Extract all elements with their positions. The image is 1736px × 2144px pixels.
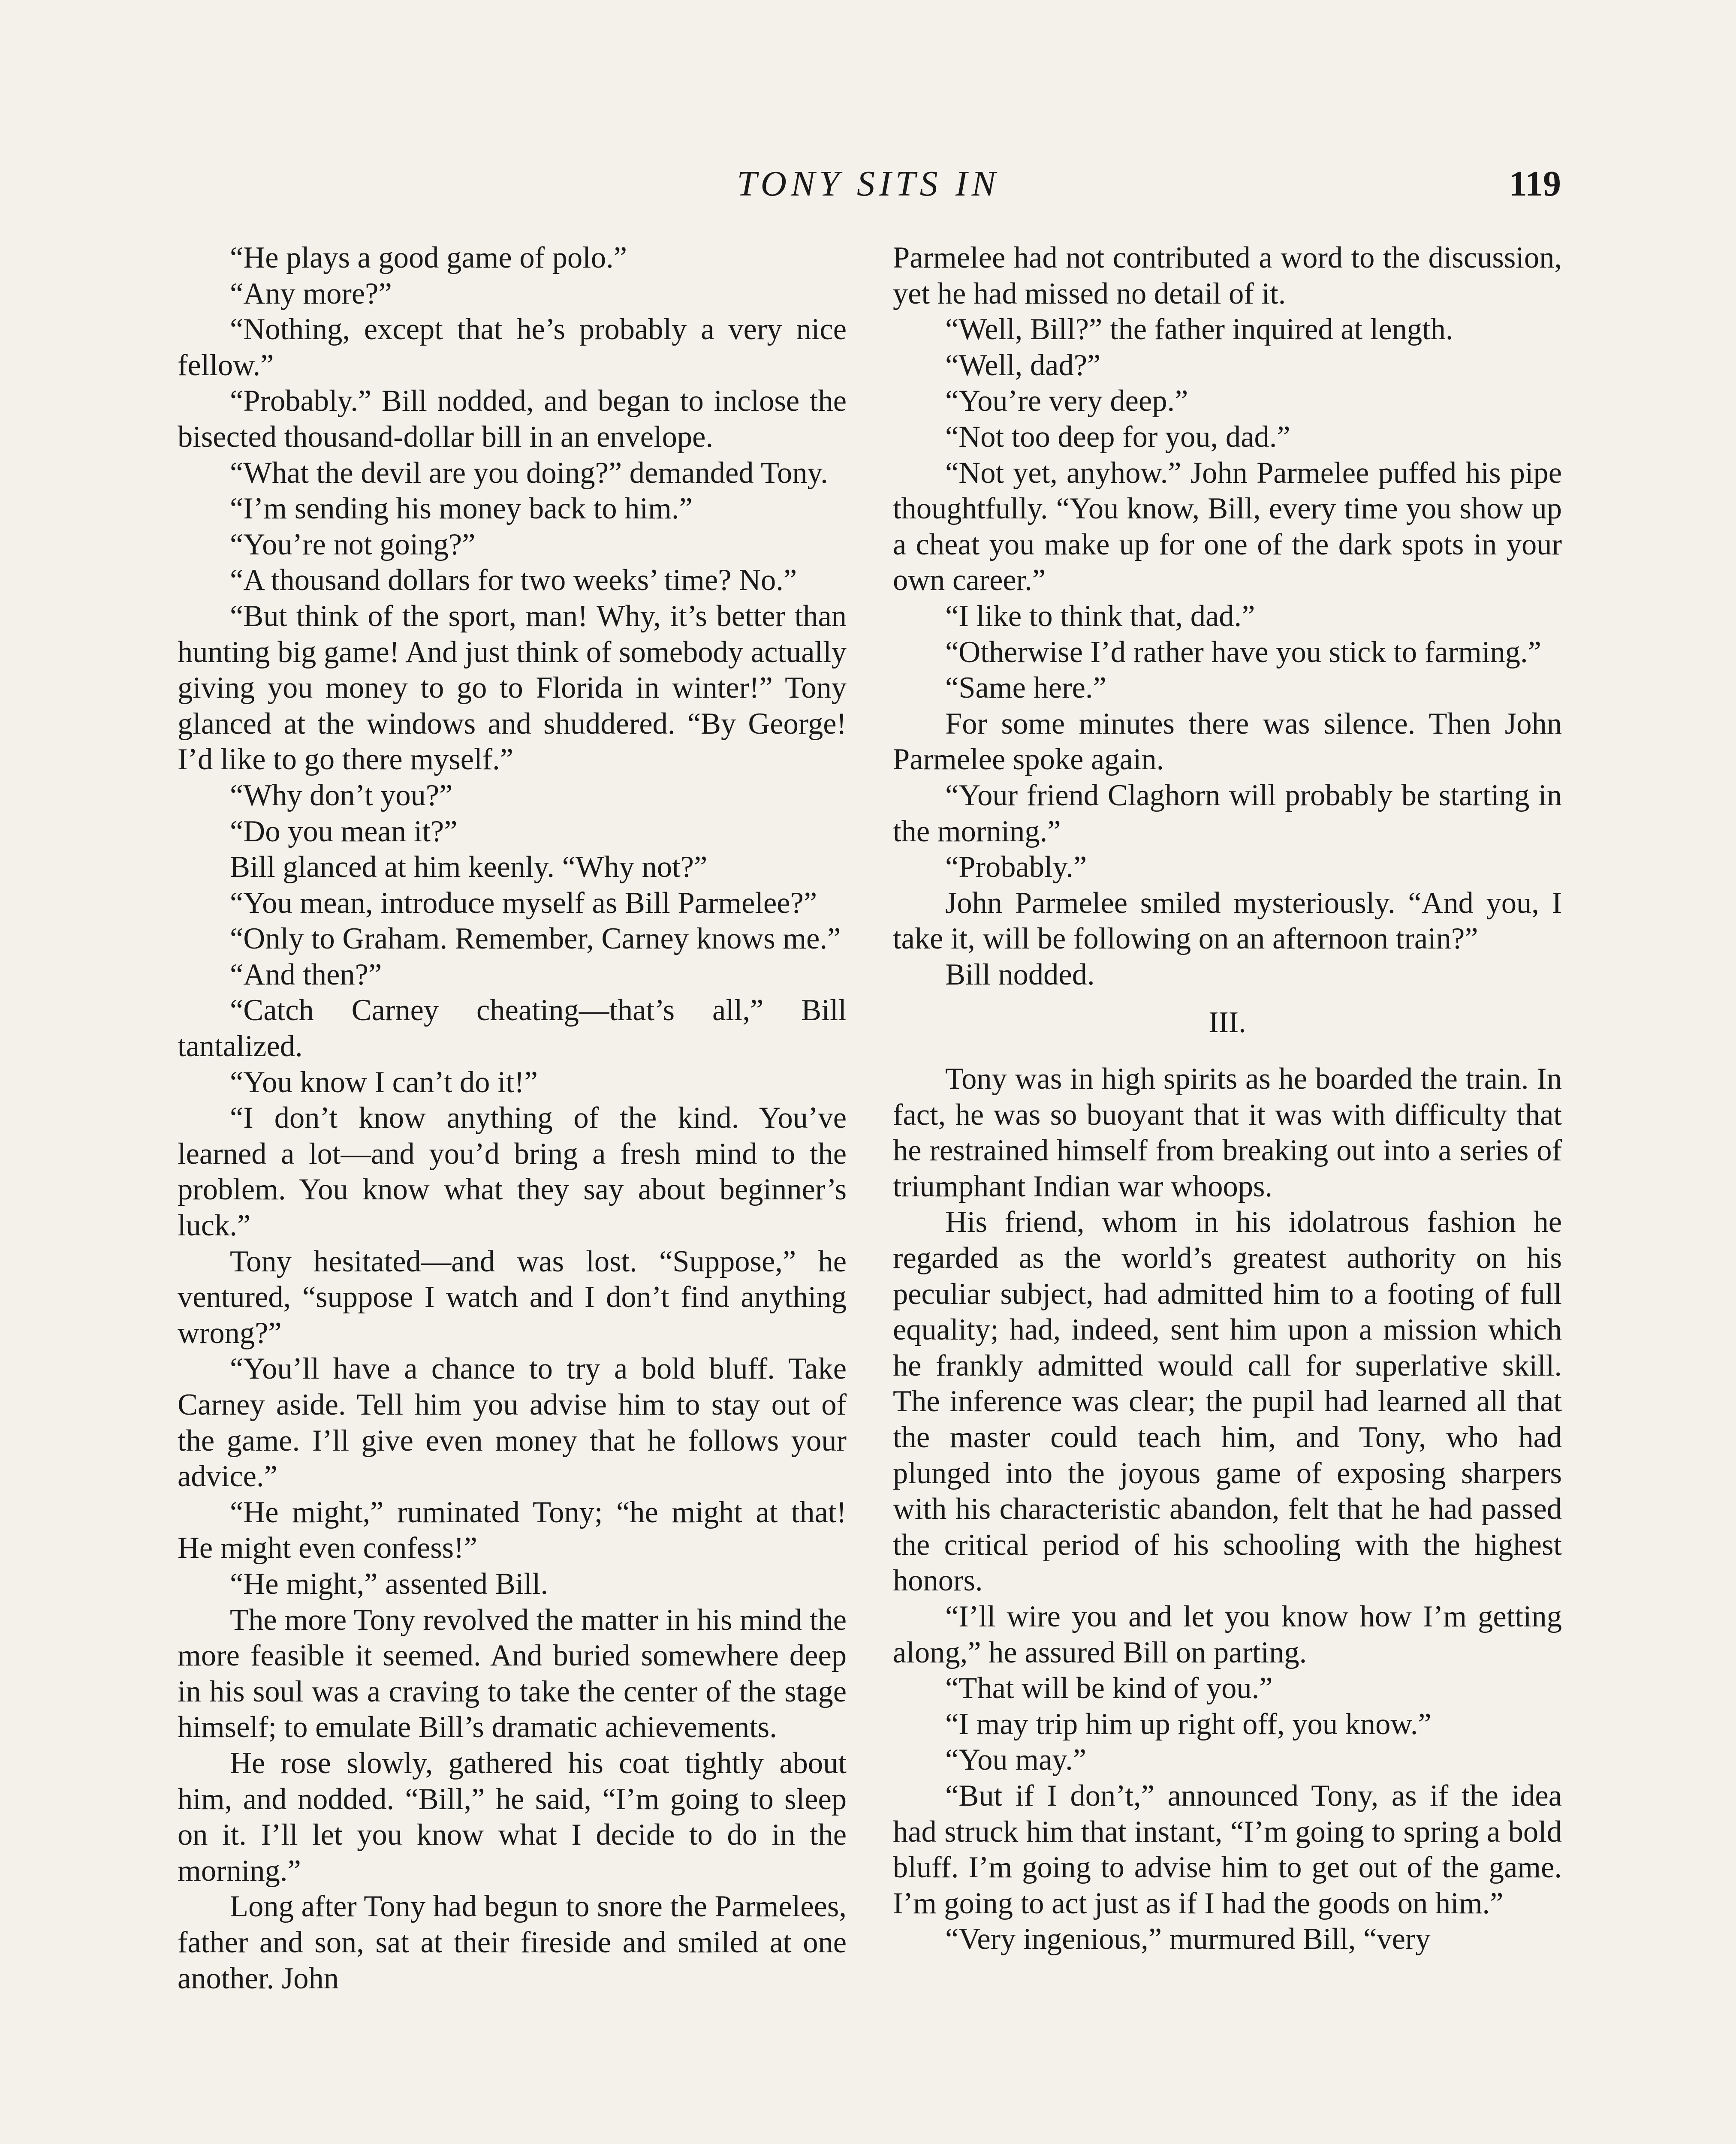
- paragraph: “I’m sending his money back to him.”: [230, 492, 693, 526]
- paragraph: “Why don’t you?”: [230, 778, 453, 812]
- paragraph: “Nothing, except that he’s probably a very nice fellow.”: [178, 313, 847, 382]
- paragraph: Tony hesitated—and was lost. “Suppose,” he ventured, “suppose I watch and I don’t find anything wrong?”: [178, 1244, 847, 1350]
- paragraph: “Probably.”: [945, 850, 1087, 884]
- paragraph: “You may.”: [945, 1743, 1086, 1777]
- paragraph: “Catch Carney cheating—that’s all,” Bill tantalized.: [178, 994, 847, 1063]
- paragraph: “Any more?”: [230, 277, 392, 310]
- right-text-column: [893, 240, 1562, 1957]
- paragraph: “You mean, introduce myself as Bill Parmelee?”: [230, 886, 817, 920]
- paragraph: “I’ll wire you and let you know how I’m getting along,” he assured Bill on parting.: [893, 1599, 1562, 1669]
- paragraph: “Otherwise I’d rather have you stick to farming.”: [945, 635, 1541, 669]
- paragraph: Tony was in high spirits as he boarded the train. In fact, he was so buoyant that it was with difficulty that he restrained himself from breaking out into a series of triumphant Indian war whoops.: [893, 1062, 1562, 1203]
- right-column-lower-text: [893, 1061, 1562, 1957]
- paragraph: “But if I don’t,” announced Tony, as if the idea had struck him that instant, “I’m going to spring a bold bluff. I’m going to advise him to get out of the game. I’m going to act just as if I had the goods on him.”: [893, 1779, 1562, 1920]
- paragraph: “Same here.”: [945, 671, 1106, 705]
- left-text-column: [178, 240, 847, 1996]
- paragraph: Bill nodded.: [945, 958, 1095, 991]
- paragraph: “You’ll have a chance to try a bold bluff. Take Carney aside. Tell him you advise him to stay out of the game. I’ll give even money that he follows your advice.”: [178, 1352, 847, 1494]
- paragraph: “Your friend Claghorn will probably be starting in the morning.”: [893, 778, 1562, 848]
- paragraph: For some minutes there was silence. Then John Parmelee spoke again.: [893, 707, 1562, 777]
- paragraph: “Only to Graham. Remember, Carney knows me.”: [230, 922, 841, 956]
- paragraph: “Do you mean it?”: [230, 814, 458, 848]
- paragraph: “Very ingenious,” murmured Bill, “very: [945, 1922, 1431, 1956]
- paragraph: “I like to think that, dad.”: [945, 599, 1255, 633]
- paragraph: “A thousand dollars for two weeks’ time? No.”: [230, 563, 797, 597]
- paragraph: Long after Tony had begun to snore the Parmelees, father and son, sat at their fireside and smiled at one another. John: [178, 1890, 847, 1995]
- paragraph: “Not too deep for you, dad.”: [945, 420, 1290, 454]
- page-number: 119: [1509, 164, 1561, 204]
- paragraph: He rose slowly, gathered his coat tightly about him, and nodded. “Bill,” he said, “I’m going to sleep on it. I’ll let you know what I decide to do in the morning.”: [178, 1746, 847, 1888]
- paragraph: “Probably.” Bill nodded, and began to inclose the bisected thousand-dollar bill in an envelope.: [178, 384, 847, 454]
- paragraph: The more Tony revolved the matter in his mind the more feasible it seemed. And buried somewhere deep in his soul was a craving to take the center of the stage himself; to emulate Bill’s dramatic achievements.: [178, 1603, 847, 1744]
- paragraph: “And then?”: [230, 958, 382, 991]
- paragraph: His friend, whom in his idolatrous fashion he regarded as the world’s greatest authority on his peculiar subject, had admitted him to a footing of full equality; had, indeed, sent him upon a mission which he frankly admitted would call for superlative skill. The inference was clear; the pupil had learned all that the master could teach him, and Tony, who had plunged into the joyous game of exposing sharpers with his characteristic abandon, felt that he had passed the critical period of his schooling with the highest honors.: [893, 1205, 1562, 1598]
- paragraph: John Parmelee smiled mysteriously. “And you, I take it, will be following on an afternoon train?”: [893, 886, 1562, 956]
- paragraph: “He might,” ruminated Tony; “he might at that! He might even confess!”: [178, 1495, 847, 1565]
- paragraph: “What the devil are you doing?” demanded Tony.: [230, 456, 828, 490]
- paragraph: Parmelee had not contributed a word to the discussion, yet he had missed no detail of it.: [893, 241, 1562, 310]
- paragraph: “You know I can’t do it!”: [230, 1065, 538, 1099]
- paragraph: “You’re very deep.”: [945, 384, 1188, 418]
- paragraph: “That will be kind of you.”: [945, 1671, 1273, 1705]
- paragraph: “Not yet, anyhow.” John Parmelee puffed his pipe thoughtfully. “You know, Bill, every time you show up a cheat you make up for one of the dark spots in your own career.”: [893, 456, 1562, 597]
- section-heading: III.: [1209, 1006, 1246, 1039]
- paragraph: “He plays a good game of polo.”: [230, 241, 627, 274]
- paragraph: “But think of the sport, man! Why, it’s better than hunting big game! And just think of somebody actually giving you money to go to Florida in winter!” Tony glanced at the windows and shuddered. “By George! I’d like to go there myself.”: [178, 599, 847, 777]
- paragraph: “Well, Bill?” the father inquired at length.: [945, 313, 1453, 346]
- paragraph: “I don’t know anything of the kind. You’ve learned a lot—and you’d bring a fresh mind to the problem. You know what they say about beginner’s luck.”: [178, 1101, 847, 1243]
- paragraph: “He might,” assented Bill.: [230, 1567, 549, 1601]
- page-header: [176, 163, 1561, 210]
- paragraph: “You’re not going?”: [230, 527, 476, 561]
- paragraph: Bill glanced at him keenly. “Why not?”: [230, 850, 708, 884]
- paragraph: “Well, dad?”: [945, 348, 1101, 382]
- right-column-upper-text: [893, 240, 1562, 993]
- paragraph: “I may trip him up right off, you know.”: [945, 1707, 1432, 1741]
- running-title: TONY SITS IN: [737, 164, 1000, 204]
